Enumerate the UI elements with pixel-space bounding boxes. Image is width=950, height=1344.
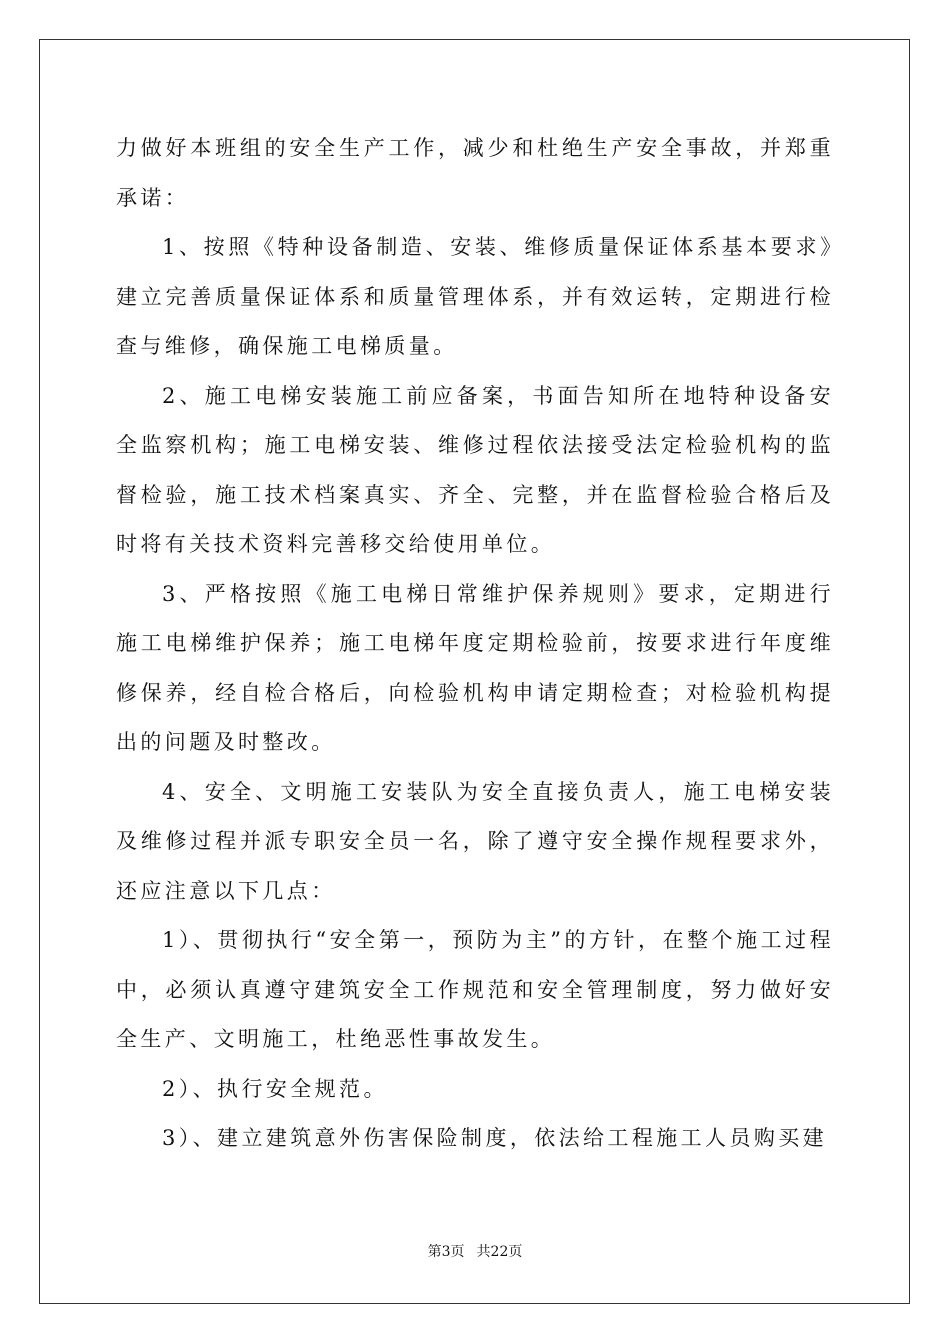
page-footer: [0, 1243, 950, 1261]
page-number: 第3页: [427, 1244, 465, 1260]
document-body: [116, 124, 834, 1164]
page-total: 共22页: [476, 1244, 523, 1260]
paragraph-continuation: 力做好本班组的安全生产工作，减少和杜绝生产安全事故，并郑重承诺：: [116, 136, 834, 210]
paragraph-item-3: 3、严格按照《施工电梯日常维护保养规则》要求，定期进行施工电梯维护保养；施工电梯年度定期检验前，按要求进行年度维修保养，经自检合格后，向检验机构申请定期检查；对检验机构提出的问题及时整改。: [116, 581, 834, 754]
paragraph-item-4: 4、安全、文明施工安装队为安全直接负责人，施工电梯安装及维修过程并派专职安全员一名，除了遵守安全操作规程要求外，还应注意以下几点：: [116, 779, 834, 903]
paragraph-subitem-1: 1）、贯彻执行“安全第一，预防为主”的方针，在整个施工过程中，必须认真遵守建筑安全工作规范和安全管理制度，努力做好安全生产、文明施工，杜绝恶性事故发生。: [116, 928, 834, 1051]
paragraph-subitem-3: 3）、建立建筑意外伤害保险制度，依法给工程施工人员购买建: [162, 1126, 828, 1150]
paragraph-item-2: 2、施工电梯安装施工前应备案，书面告知所在地特种设备安全监察机构；施工电梯安装、维修过程依法接受法定检验机构的监督检验，施工技术档案真实、齐全、完整，并在监督检验合格后及时将有关技术资料完善移交给使用单位。: [116, 383, 834, 556]
paragraph-item-1: 1、按照《特种设备制造、安装、维修质量保证体系基本要求》建立完善质量保证体系和质量管理体系，并有效运转，定期进行检查与维修，确保施工电梯质量。: [116, 235, 834, 358]
paragraph-subitem-2: 2）、执行安全规范。: [162, 1076, 388, 1101]
